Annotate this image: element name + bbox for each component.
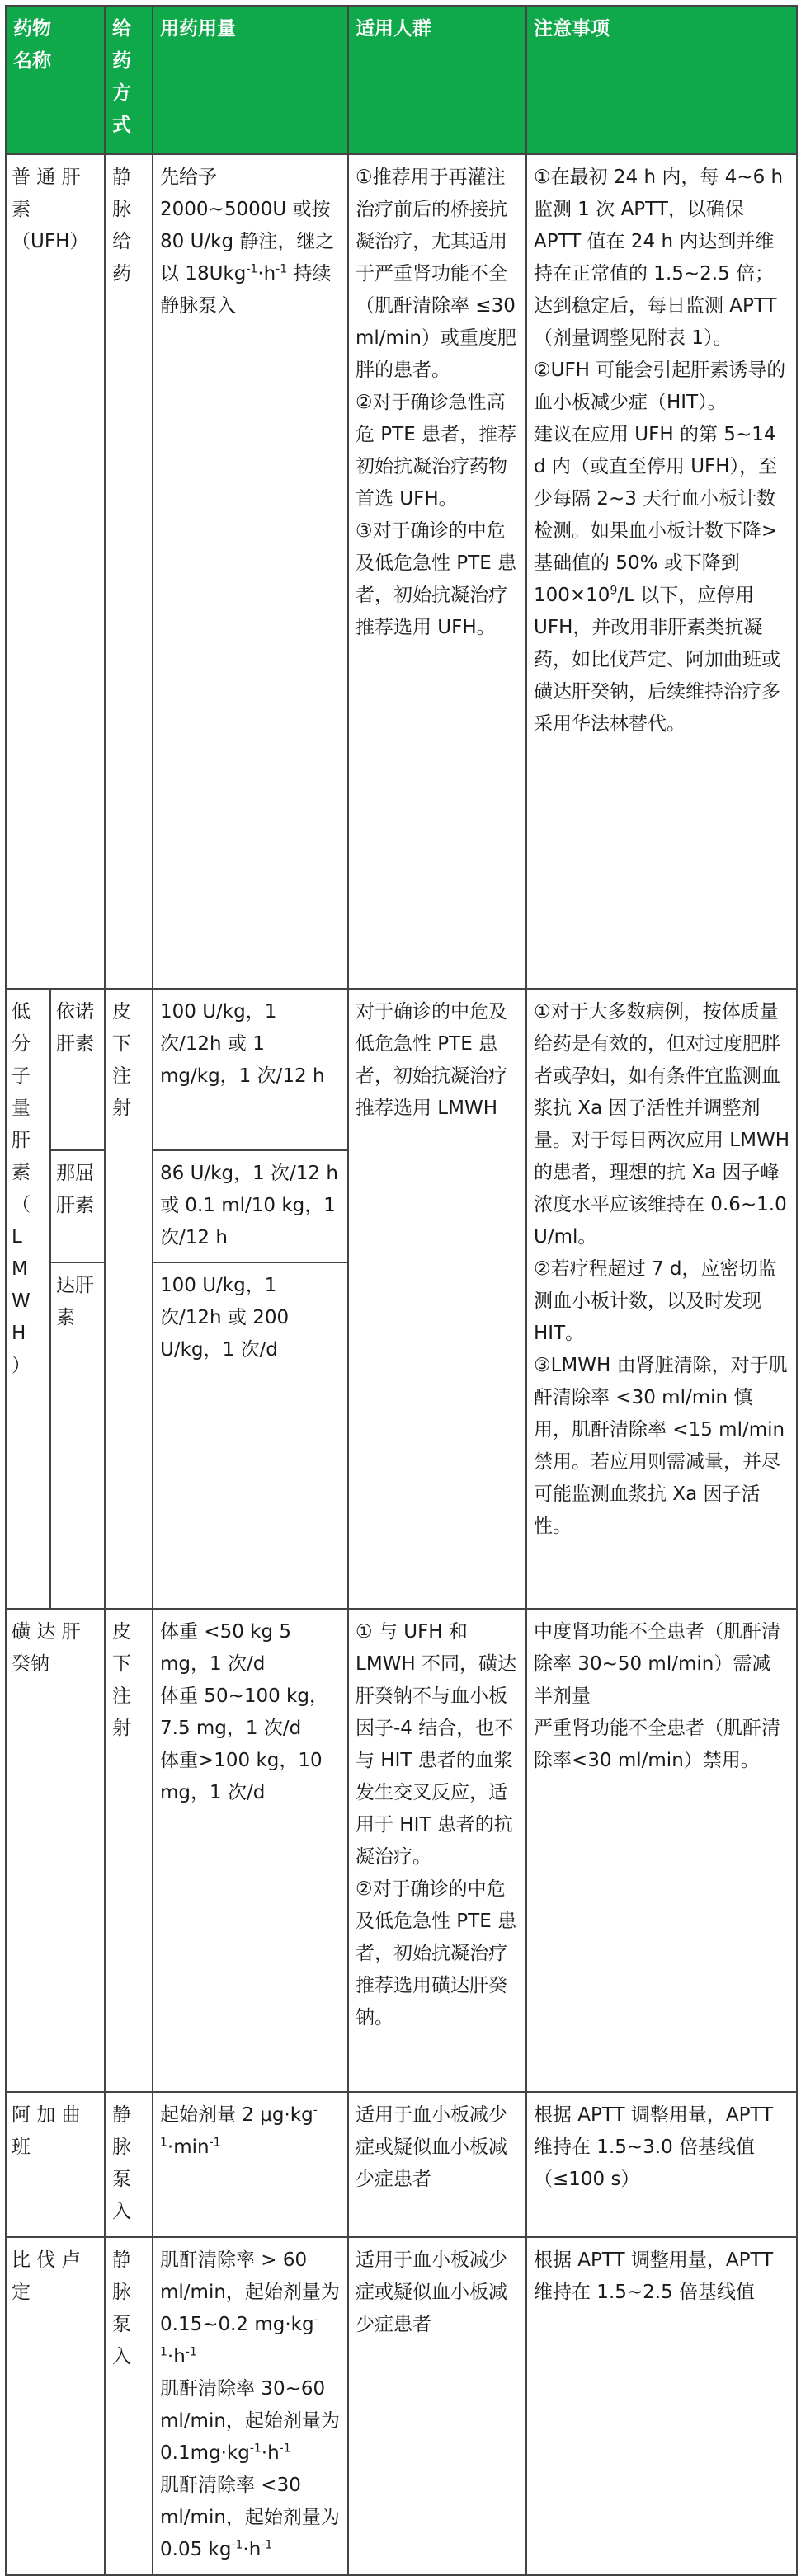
notes-argatroban: 根据 APTT 调整用量，APTT 维持在 1.5~3.0 倍基线值（≤100 s）: [526, 2092, 797, 2237]
route-fondaparinux: 皮 下 注 射: [105, 1609, 153, 2092]
header-dose: 用药用量: [153, 6, 348, 154]
dose-bivalirudin: 肌酐清除率 > 60 ml/min，起始剂量为 0.15~0.2 $mg\cdot kg^{-1}\cdot h^{-1}$ 肌酐清除率 30~60 ml/min，起始剂量为 $0.1mg\cdot kg^{-1}\cdot h^{-1}$ 肌酐清除率 <30 ml/min，起始剂量为 0.05 $kg^{-1}\cdot h^{-1}$: [153, 2237, 348, 2575]
anticoagulant-table: [5, 5, 798, 2576]
drug-name-nadroparin: 那屈 肝素: [50, 1150, 105, 1262]
dose-ufh: 先给予 2000~5000U 或按 80 U/kg 静注，继之以 $18Ukg^{-1}\cdot h^{-1}$ 持续静脉泵入: [153, 154, 348, 989]
drug-name-dalteparin: 达肝 素: [50, 1262, 105, 1609]
table-row-fondaparinux: [6, 1609, 797, 2092]
header-drug-name: 药物 名称: [6, 6, 105, 154]
population-ufh: ①推荐用于再灌注治疗前后的桥接抗凝治疗，尤其适用于严重肾功能不全（肌酐清除率 ≤30 ml/min）或重度肥胖的患者。 ②对于确诊急性高危 PTE 患者，推荐初始抗凝治疗药物首选 UFH。 ③对于确诊的中危及低危急性 PTE 患者，初始抗凝治疗推荐选用 UFH。: [348, 154, 526, 989]
dose-dalteparin: 100 U/kg，1 次/12h 或 200 U/kg，1 次/d: [153, 1262, 348, 1609]
drug-name-ufh: 普 通 肝 素 （UFH）: [6, 154, 105, 989]
population-bivalirudin: 适用于血小板减少症或疑似血小板减少症患者: [348, 2237, 526, 2575]
notes-ufh: ①在最初 24 h 内，每 4~6 h 监测 1 次 APTT，以确保 APTT 值在 24 h 内达到并维持在正常值的 1.5~2.5 倍；达到稳定后，每日监测 APTT（剂量调整见附表 1）。 ②UFH 可能会引起肝素诱导的血小板减少症（HIT）。 建议在应用 UFH 的第 5~14 d 内（或直至停用 UFH），至少每隔 2~3 天行血小板计数检测。如果血小板计数下降>基础值的 50% 或下降到 $100\times 10^9/L$ 以下，应停用 UFH，并改用非肝素类抗凝药，如比伐芦定、阿加曲班或磺达肝癸钠，后续维持治疗多采用华法林替代。: [526, 154, 797, 989]
route-lmwh: 皮 下 注 射: [105, 989, 153, 1609]
population-lmwh: 对于确诊的中危及低危急性 PTE 患者，初始抗凝治疗推荐选用 LMWH: [348, 989, 526, 1609]
population-argatroban: 适用于血小板减少症或疑似血小板减少症患者: [348, 2092, 526, 2237]
notes-lmwh: ①对于大多数病例，按体质量给药是有效的，但对过度肥胖者或孕妇，如有条件宜监测血浆抗 Xa 因子活性并调整剂量。对于每日两次应用 LMWH 的患者，理想的抗 Xa 因子峰浓度水平应该维持在 0.6~1.0 U/ml。 ②若疗程超过 7 d，应密切监测血小板计数，以及时发现 HIT。 ③LMWH 由肾脏清除，对于肌酐清除率 <30 ml/min 慎用，肌酐清除率 <15 ml/min 禁用。若应用则需减量，并尽可能监测血浆抗 Xa 因子活性。: [526, 989, 797, 1609]
header-population: 适用人群: [348, 6, 526, 154]
drug-name-bivalirudin: 比 伐 卢 定: [6, 2237, 105, 2575]
drug-group-lmwh: 低 分 子 量 肝 素 （ L M W H ）: [6, 989, 50, 1609]
table-row-ufh: [6, 154, 797, 989]
notes-fondaparinux: 中度肾功能不全患者（肌酐清除率 30~50 ml/min）需减半剂量 严重肾功能不全患者（肌酐清除率<30 ml/min）禁用。: [526, 1609, 797, 2092]
dose-enoxaparin: 100 U/kg，1 次/12h 或 1 mg/kg，1 次/12 h: [153, 989, 348, 1150]
table-row-lmwh-enoxaparin: [6, 989, 797, 1150]
drug-name-enoxaparin: 依诺 肝素: [50, 989, 105, 1150]
dose-fondaparinux: 体重 <50 kg 5 mg，1 次/d 体重 50~100 kg，7.5 mg，1 次/d 体重>100 kg，10 mg，1 次/d: [153, 1609, 348, 2092]
drug-name-fondaparinux: 磺 达 肝 癸钠: [6, 1609, 105, 2092]
population-fondaparinux: ① 与 UFH 和 LMWH 不同，磺达肝癸钠不与血小板因子-4 结合，也不与 HIT 患者的血浆发生交叉反应，适用于 HIT 患者的抗凝治疗。 ②对于确诊的中危及低危急性 PTE 患者，初始抗凝治疗推荐选用磺达肝癸钠。: [348, 1609, 526, 2092]
drug-name-argatroban: 阿 加 曲 班: [6, 2092, 105, 2237]
dose-nadroparin: 86 U/kg，1 次/12 h 或 0.1 ml/10 kg，1 次/12 h: [153, 1150, 348, 1262]
route-argatroban: 静 脉 泵 入: [105, 2092, 153, 2237]
table-row-argatroban: [6, 2092, 797, 2237]
header-notes: 注意事项: [526, 6, 797, 154]
route-ufh: 静 脉 给 药: [105, 154, 153, 989]
table-row-bivalirudin: [6, 2237, 797, 2575]
header-row: [6, 6, 797, 154]
notes-bivalirudin: 根据 APTT 调整用量，APTT 维持在 1.5~2.5 倍基线值: [526, 2237, 797, 2575]
header-route: 给 药 方 式: [105, 6, 153, 154]
route-bivalirudin: 静 脉 泵 入: [105, 2237, 153, 2575]
dose-argatroban: 起始剂量 2 $\mu g\cdot kg^{-1}\cdot\min^{-1}$: [153, 2092, 348, 2237]
